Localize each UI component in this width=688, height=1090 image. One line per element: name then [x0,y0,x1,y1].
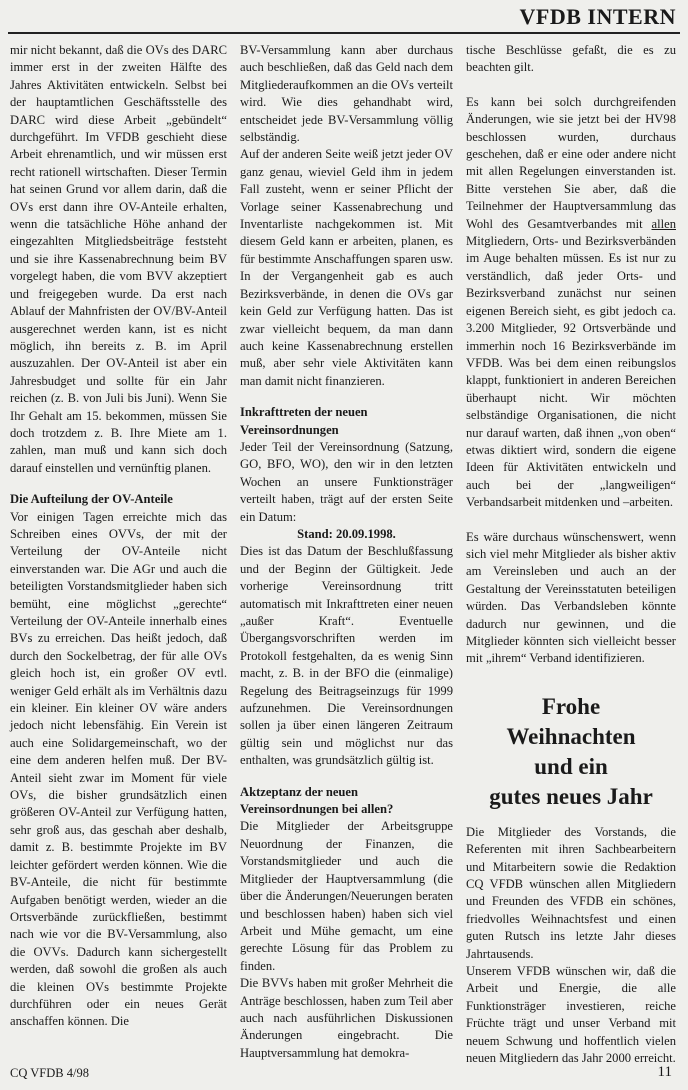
paragraph: Es wäre durchaus wünschenswert, wenn sich viel mehr Mitglieder als bisher aktiv am Vereinsleben und auch an der Gestaltung der Vereinsstatuten beteiligen würden. Das Verbandsleben könnte dadurch nur gewinnen, und die Mitglieder könnten sich vielleicht besser mit „ihrem“ Verband identifizieren. [466,529,676,666]
paragraph: Die Mitglieder der Arbeitsgruppe Neuordnung der Finanzen, die Vorstandsmitglieder und auch die Mitglieder der Hauptversammlung (die über die Änderungen/Neuerungen beraten und beschlossen haben) haben sich viel Arbeit und Mühe gemacht, um eine gerechte Lösung für das Problem zu finden. [240,819,453,973]
text-run: Es kann bei solch durchgreifenden Änderungen, wie sie jetzt bei der HV98 beschlossen wurden, durchaus geschehen, daß er eine oder andere nicht mit allen Regelungen einverstanden ist. Bitte verstehen Sie aber, daß die Teilnehmer der Hauptversammlung das Wohl des Gesamtverbandes mit [466,94,676,231]
spacer [466,512,676,529]
paragraph: tische Beschlüsse gefaßt, die es zu beachten gilt. [466,43,676,75]
column-3 [466,42,676,1068]
paragraph: Vor einigen Tagen erreichte mich das Schreiben eines OVVs, der mit der Verteilung der OV-Anteile nicht einverstanden war. Die AGr und auch die beteiligten Vorstandsmitglieder haben sich bemüht, eine möglichst „gerechte“ Verteilung der OV-Anteile innerhalb eines BVs zu erreichen. Das heißt jedoch, daß durch den Sockelbetrag, der für alle OVs gleich hoch ist, ein großer OV evtl. weniger Geld erhält als im Verhältnis dazu ein kleiner. Ein kleiner OV wäre anders jedoch nicht lebensfähig. Ein Verein ist auch eine Solidargemeinschaft, wo der eine dem anderen helfen muß. Der BV-Anteil sieht zwar im Moment für viele OVs, die bisher grundsätzlich einen größeren OV-Anteil zur Verfügung hatten, sehr groß aus, das geschah aber deshalb, damit z. B. bestimmte Projekte im BV leichter gefördert werden können. Wie die BV-Anteile, die nicht für bestimmte Aufgaben benötigt werden, wieder an die Ortsverbände zurückfließen, bestimmt nach wie vor die BV-Versammlung, also die OVVs. Dadurch kann sichergestellt werden, daß sowohl die großen als auch die kleinen OVs bestimmte Projekte durchführen oder ein neues Gerät anschaffen können. Die [10,509,227,1029]
column-2 [240,42,453,1062]
paragraph: BV-Versammlung kann aber durchaus auch beschließen, daß das Geld nach dem Mitgliederaufkommen an die OVs verteilt wird. Wie dies gehandhabt wird, entscheidet jede BV-Versammlung völlig selbständig. [240,43,453,145]
paragraph: mir nicht bekannt, daß die OVs des DARC immer erst in der zweiten Hälfte des Jahres Aktivitäten entwickeln. Selbst bei der hauptamtlichen Geschäftsstelle des DARC wird diese Arbeit „gebündelt“ durchgeführt. Im VFDB geschieht diese Arbeit ehrenamtlich, und wir müssen erst recht rationell wirtschaften. Dieser Termin hat seinen Grund vor allem darin, daß die OVs erst dann ihre OV-Anteile erhalten, wenn die tatsächliche Höhe anhand der eingezahlten Mitgliedsbeiträge feststeht und sie ihre Kassenabrechnung beim BV vorgelegt haben, die vom BVV akzeptiert und freigegeben wurde. Da erst nach Ablauf der Mahnfristen der OV/BV-Anteil ausgerechnet werden kann, ist es nicht möglich, ihn bereits z. B. im April auszuzahlen. Der OV-Anteil ist aber ein Jahresbudget und sollte für ein Jahr reichen (z. B. von Juli bis Juni). Wenn Sie Ihr Gehalt am 15. bekommen, müssen Sie doch trotzdem z. B. Ihre Miete am 1. zahlen, man muß und kann sich doch darauf einstellen und vernünftig planen. [10,43,227,475]
paragraph: Dies ist das Datum der Beschlußfassung und der Beginn der Gültigkeit. Jede vorherige Vereinsordnung tritt automatisch mit Inkrafttreten einer neuen „außer Kraft“. Eventuelle Übergangsvorschriften werden im Protokoll festgehalten, da es wenig Sinn macht, z. B. in der BFO die (einmalige) Regelung des Beitragseinzugs für 1999 aufzunehmen. Die Vereinsordnungen sollen ja über einen längeren Zeitraum gültig sein und möglichst nur das enthalten, was grundsätzlich gültig ist. [240,544,453,768]
greeting-line: gutes neues Jahr [489,783,653,809]
section-heading: Inkrafttreten der neuen Vereinsordnungen [240,405,368,437]
text-run: Mitgliedern, Orts- und Bezirksverbänden im Auge behalten müssen. Es ist nur zu verständlich, daß jeder Orts- und Bezirksverband zunächst nur seinen eigenen Bereich sieht, es gibt jedoch ca. 3.200 Mitglieder, 92 Ortsverbände und immerhin noch 16 Bezirksverbände im VFDB. Was bei dem einen reibungslos klappt, funktioniert in anderen Bereichen überhaupt nicht. Wir möchten selbständige Organisationen, die nicht nur darauf warten, daß ihnen „von oben“ etwas diktiert wird, sondern die eigene Ideen für Aktivitäten entwickeln und auch bei der „langweiligen“ Verbandsarbeit mitdenken und –arbeiten. [466,234,676,510]
greeting-line: Weihnachten [506,723,636,749]
column-1 [10,42,227,1031]
paragraph: Jeder Teil der Vereinsordnung (Satzung, GO, BFO, WO), den wir in den letzten Wochen an unsere Funktionsträger verteilt haben, trägt auf der ersten Seite ein Datum: [240,439,453,524]
paragraph: Die BVVs haben mit großer Mehrheit die Anträge beschlossen, haben zum Teil aber auch nach ausführlichen Diskussionen Änderungen eingebracht. Die Hauptversammlung hat demokra- [240,976,453,1060]
paragraph: Auf der anderen Seite weiß jetzt jeder OV ganz genau, wieviel Geld ihm in jedem Fall zusteht, wenn er seiner Pflicht der Vorlage seiner Kassenabrechung und Inventarliste nachgekommen ist. Mit diesem Geld kann er arbeiten, planen, es für bestimmte Anschaffungen sparen usw. In der Vergangenheit gab es auch Bezirksverbände, in denen die OVs gar kein Geld zur Verfügung hatten. Das ist zwar vielleicht bequem, da man dann auch keine Kassenabrechnung erstellen muß, aber sehr viele Aktivitäten kann man damit nicht finanzieren. [240,147,453,388]
header-rule [8,32,680,34]
page-header [0,0,688,36]
paragraph [466,94,676,512]
paragraph: Die Mitglieder des Vorstands, die Referenten mit ihren Sachbearbeitern und Mitarbeitern sowie die Redaktion CQ VFDB wünschen allen Mitgliedern und Freunden des VFDB ein schönes, friedvolles Weihnachtsfest und einen guten Rutsch ins letzte Jahr dieses Jahrtausends. [466,824,676,961]
spacer [466,77,676,94]
paragraph: Unserem VFDB wünschen wir, daß die Arbeit und Energie, die alle Funktionsträger investieren, reiche Früchte trägt und unser Verband mit neuem Schwung und hoffentlich vielen neuen Mitgliedern das Jahr 2000 erreicht. [466,964,676,1066]
greeting-line: Frohe [541,693,601,719]
section-heading: Die Aufteilung der OV-Anteile [10,492,173,507]
greeting-line: und ein [534,753,608,779]
stand-date: Stand: 20.09.1998. [297,526,396,541]
section-title: VFDB INTERN [519,4,676,29]
page-number: 11 [657,1064,672,1080]
footer-issue: CQ VFDB 4/98 [10,1066,89,1080]
underlined-word: allen [651,216,676,231]
holiday-greeting [466,692,676,812]
section-heading: Aktzeptanz der neuen Vereinsordnungen bei allen? [240,784,394,817]
